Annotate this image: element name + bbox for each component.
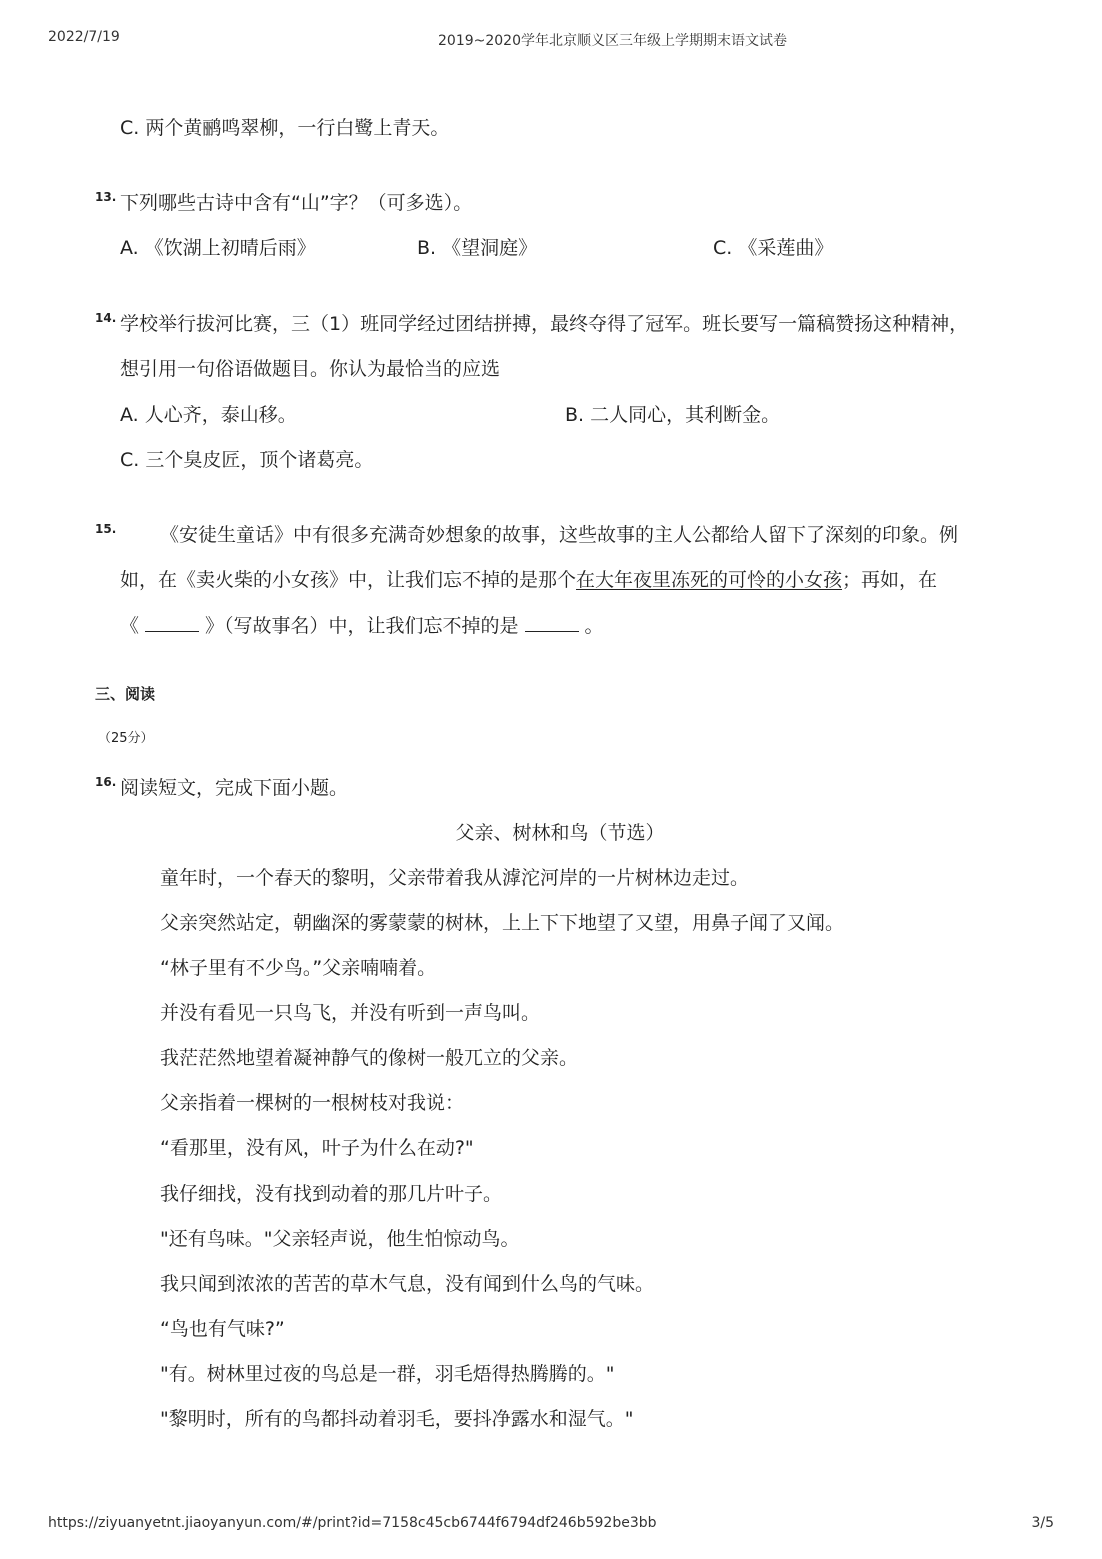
- q15-line3: [120, 614, 604, 638]
- passage-paragraph: 我茫茫然地望着凝神静气的像树一般兀立的父亲。: [160, 1047, 579, 1069]
- q13-option-c: C. 《采莲曲》: [713, 237, 834, 259]
- q15-line3-mid: 》（写故事名）中，让我们忘不掉的是: [205, 615, 519, 637]
- passage-paragraph: 我仔细找，没有找到动着的那几片叶子。: [160, 1183, 503, 1205]
- passage-paragraph: 并没有看见一只鸟飞，并没有听到一声鸟叫。: [160, 1002, 541, 1024]
- q13-option-a: A. 《饮湖上初晴后雨》: [120, 237, 316, 259]
- q14-stem-line2: 想引用一句俗语做题目。你认为最恰当的应选: [120, 358, 501, 380]
- q15-number: 15.: [95, 522, 117, 536]
- passage-paragraph: “看那里，没有风，叶子为什么在动?": [160, 1137, 474, 1159]
- section-score: （25分）: [98, 731, 154, 746]
- page-number: 3/5: [1031, 1515, 1054, 1531]
- q15-blank-story-name[interactable]: [145, 615, 199, 632]
- passage-paragraph: 父亲指着一棵树的一根树枝对我说：: [160, 1092, 465, 1114]
- q13-stem: 下列哪些古诗中含有“山”字？（可多选）。: [120, 192, 473, 214]
- passage-paragraph: 童年时，一个春天的黎明，父亲带着我从滹沱河岸的一片树林边走过。: [160, 867, 750, 889]
- section-title: 三、阅读: [95, 685, 156, 703]
- q14-option-b: B. 二人同心，其利断金。: [565, 404, 781, 426]
- q13-number: 13.: [95, 190, 117, 204]
- passage-paragraph: “鸟也有气味?”: [160, 1318, 285, 1340]
- q13-option-b: B. 《望洞庭》: [417, 237, 538, 259]
- q15-line3-end: 。: [584, 615, 604, 637]
- passage-paragraph: “林子里有不少鸟。”父亲喃喃着。: [160, 957, 437, 979]
- q14-option-c: C. 三个臭皮匠，顶个诸葛亮。: [120, 449, 374, 471]
- q15-line3-open: 《: [120, 615, 140, 637]
- passage-paragraph: "有。树林里过夜的鸟总是一群，羽毛焐得热腾腾的。": [160, 1363, 615, 1385]
- print-date: 2022/7/19: [48, 29, 120, 45]
- passage-paragraph: 我只闻到浓浓的苦苦的草木气息，没有闻到什么鸟的气味。: [160, 1273, 655, 1295]
- q16-number: 16.: [95, 775, 117, 789]
- q15-line2: [120, 568, 937, 592]
- q15-line2-post: ；再如，在: [842, 569, 938, 591]
- q15-line2-pre: 如，在《卖火柴的小女孩》中，让我们忘不掉的是那个: [120, 569, 577, 591]
- passage-paragraph: "还有鸟味。"父亲轻声说，他生怕惊动鸟。: [160, 1228, 520, 1250]
- passage-title: 父亲、树林和鸟（节选）: [455, 822, 665, 844]
- q15-underlined-answer: 在大年夜里冻死的可怜的小女孩: [576, 569, 843, 591]
- document-title: 2019~2020学年北京顺义区三年级上学期期末语文试卷: [438, 33, 787, 49]
- page-url[interactable]: https://ziyuanyetnt.jiaoyanyun.com/#/print?id=7158c45cb6744f6794df246b592be3bb: [48, 1515, 657, 1531]
- passage-paragraph: 父亲突然站定，朝幽深的雾蒙蒙的树林，上上下下地望了又望，用鼻子闻了又闻。: [160, 912, 845, 934]
- q14-option-a: A. 人心齐，泰山移。: [120, 404, 297, 426]
- q14-number: 14.: [95, 311, 117, 325]
- q16-stem: 阅读短文，完成下面小题。: [120, 777, 349, 799]
- q15-line1: 《安徒生童话》中有很多充满奇妙想象的故事，这些故事的主人公都给人留下了深刻的印象。例: [160, 524, 959, 546]
- q14-stem-line1: 学校举行拔河比赛，三（1）班同学经过团结拼搏，最终夺得了冠军。班长要写一篇稿赞扬这种精神，: [120, 313, 969, 335]
- q15-blank-character[interactable]: [525, 615, 579, 632]
- passage-paragraph: "黎明时，所有的鸟都抖动着羽毛，要抖净露水和湿气。": [160, 1408, 634, 1430]
- q12-option-c: C. 两个黄鹂鸣翠柳，一行白鹭上青天。: [120, 117, 450, 139]
